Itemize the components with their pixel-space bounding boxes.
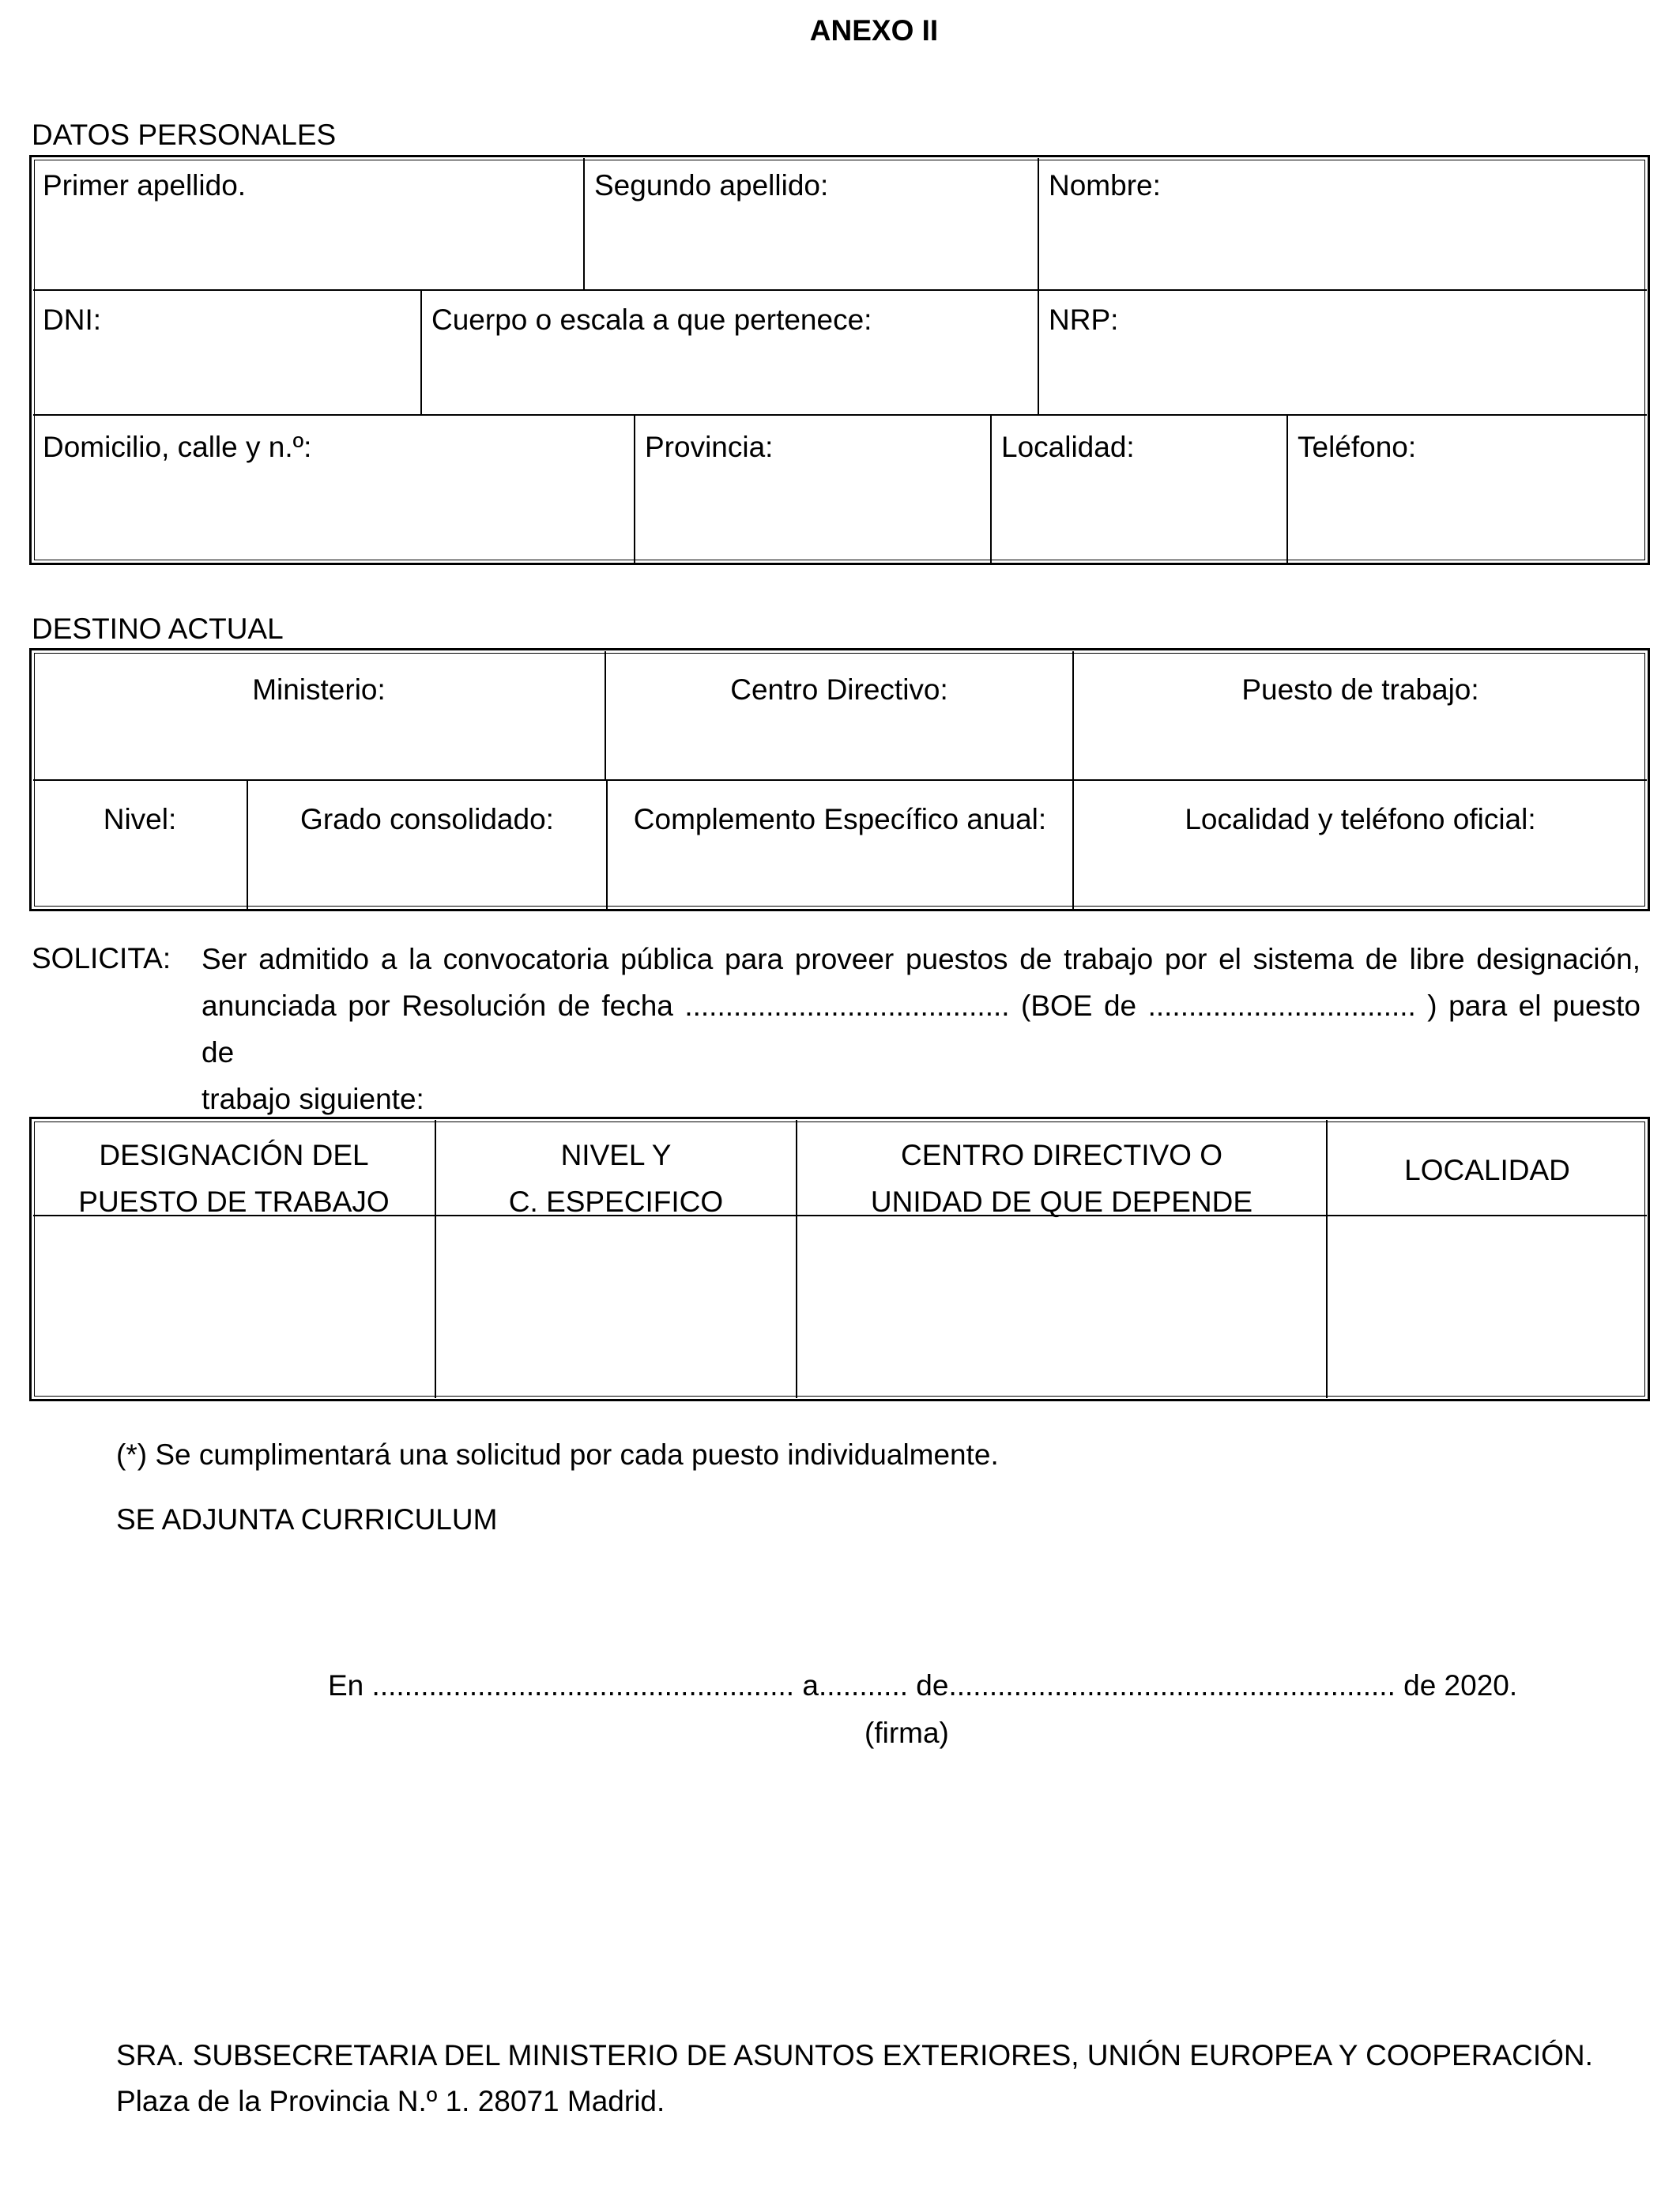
provincia-field[interactable]: Provincia:: [645, 431, 774, 463]
solicita-label: SOLICITA:: [32, 942, 171, 974]
solicita-text: [202, 936, 1640, 1122]
segundo-apellido-field[interactable]: Segundo apellido:: [594, 169, 829, 202]
note-text: (*) Se cumplimentará una solicitud por cada puesto individualmente.: [116, 1438, 999, 1471]
col-designacion-line-2: PUESTO DE TRABAJO: [78, 1186, 390, 1218]
ministerio-field[interactable]: Ministerio:: [252, 673, 386, 706]
nrp-field[interactable]: NRP:: [1049, 303, 1119, 336]
centro-input-cell[interactable]: [797, 1216, 1326, 1398]
destino-heading: DESTINO ACTUAL: [32, 613, 284, 645]
nivel-field[interactable]: Nivel:: [103, 803, 177, 835]
dni-field[interactable]: DNI:: [43, 303, 101, 336]
centro-directivo-field[interactable]: Centro Directivo:: [730, 673, 948, 706]
fecha-line: En .................................................... a........... de....................................................... de 2020.: [328, 1669, 1518, 1702]
adjunta-text: SE ADJUNTA CURRICULUM: [116, 1503, 498, 1536]
grado-field[interactable]: Grado consolidado:: [300, 803, 554, 835]
col-centro-line-2: UNIDAD DE QUE DEPENDE: [870, 1186, 1253, 1218]
col-nivel-line-2: C. ESPECIFICO: [508, 1186, 724, 1218]
puesto-field[interactable]: Puesto de trabajo:: [1241, 673, 1479, 706]
cuerpo-field[interactable]: Cuerpo o escala a que pertenece:: [431, 303, 872, 336]
solicita-line-1: Ser admitido a la convocatoria pública para proveer puestos de trabajo por el sistema de libre designación,: [202, 943, 1640, 975]
personal-table: [29, 155, 1650, 565]
destinatario-line-1: SRA. SUBSECRETARIA DEL MINISTERIO DE ASUNTOS EXTERIORES, UNIÓN EUROPEA Y COOPERACIÓN.: [116, 2039, 1593, 2071]
solicita-line-2: anunciada por Resolución de fecha ........................................ (BOE de ................................. ) para el puesto de: [202, 990, 1640, 1069]
primer-apellido-field[interactable]: Primer apellido.: [43, 169, 247, 202]
nombre-field[interactable]: Nombre:: [1049, 169, 1161, 202]
col-nivel-line-1: NIVEL Y: [560, 1139, 672, 1171]
solicita-line-3: trabajo siguiente:: [202, 1083, 424, 1115]
designacion-input-cell[interactable]: [33, 1216, 435, 1398]
col-nivel-header: [436, 1132, 796, 1225]
page-title: ANEXO II: [809, 14, 939, 47]
col-designacion-header: [33, 1132, 435, 1225]
domicilio-field[interactable]: Domicilio, calle y n.º:: [43, 431, 312, 463]
telefono-field[interactable]: Teléfono:: [1298, 431, 1417, 463]
col-designacion-line-1: DESIGNACIÓN DEL: [99, 1139, 369, 1171]
localidad-input-cell[interactable]: [1328, 1216, 1647, 1398]
col-centro-header: [797, 1132, 1326, 1225]
nivel-input-cell[interactable]: [436, 1216, 796, 1398]
firma-label: (firma): [864, 1717, 949, 1749]
destinatario-line-2: Plaza de la Provincia N.º 1. 28071 Madrid.: [116, 2085, 665, 2117]
localidad-telefono-field[interactable]: Localidad y teléfono oficial:: [1185, 803, 1536, 835]
col-centro-line-1: CENTRO DIRECTIVO O: [900, 1139, 1223, 1171]
col-localidad-header: LOCALIDAD: [1404, 1154, 1570, 1186]
localidad-field[interactable]: Localidad:: [1001, 431, 1135, 463]
complemento-field[interactable]: Complemento Específico anual:: [633, 803, 1047, 835]
personal-heading: DATOS PERSONALES: [32, 119, 337, 151]
